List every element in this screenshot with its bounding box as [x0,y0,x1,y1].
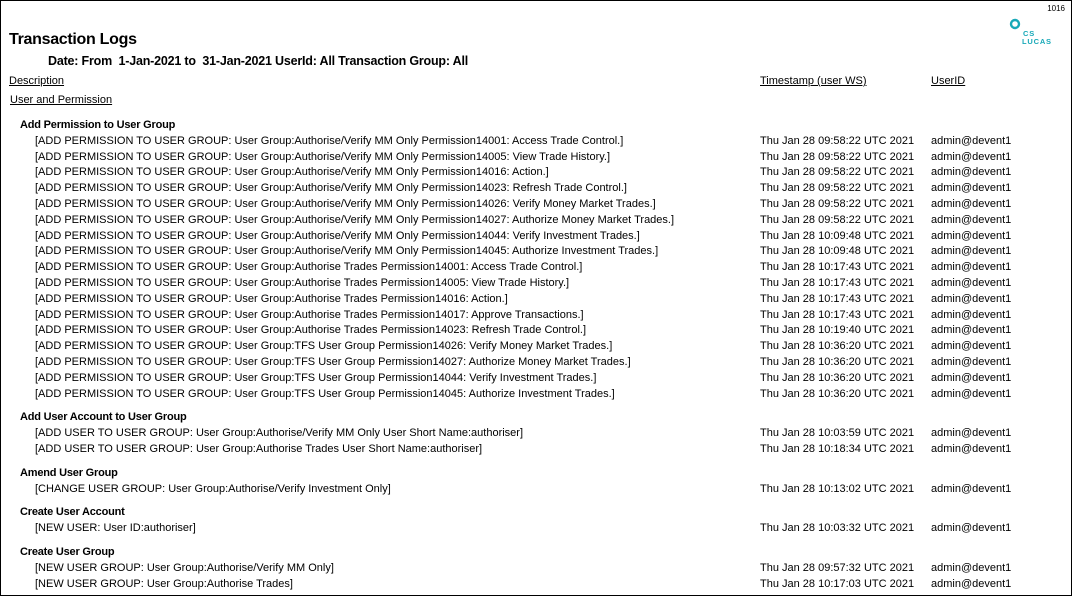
log-userid: admin@devent1 [931,197,1012,210]
log-userid: admin@devent1 [931,427,1012,440]
log-description: [ADD USER TO USER GROUP: User Group:Authorise/Verify MM Only User Short Name:authoriser] [35,427,524,440]
log-userid: admin@devent1 [931,522,1012,535]
log-description: [ADD PERMISSION TO USER GROUP: User Group:Authorise Trades Permission14001: Access Trade Control.] [35,261,583,274]
log-row [1,339,1071,355]
log-timestamp: Thu Jan 28 10:19:40 UTC 2021 [760,324,915,337]
log-description: [ADD PERMISSION TO USER GROUP: User Group:Authorise/Verify MM Only Permission14045: Authorize Investment Trades.] [35,245,659,258]
log-row [1,197,1071,213]
log-row [1,308,1071,324]
group-title: Amend User Group [20,466,118,479]
log-timestamp: Thu Jan 28 10:17:43 UTC 2021 [760,308,915,321]
log-row [1,276,1071,292]
report-filter-line: Date: From 1-Jan-2021 to 31-Jan-2021 UserId: All Transaction Group: All [48,54,469,68]
log-description: [ADD PERMISSION TO USER GROUP: User Group:TFS User Group Permission14044: Verify Investment Trades.] [35,371,597,384]
log-description: [ADD PERMISSION TO USER GROUP: User Group:TFS User Group Permission14045: Authorize Investment Trades.] [35,387,615,400]
log-row [1,323,1071,339]
log-description: [ADD PERMISSION TO USER GROUP: User Group:Authorise Trades Permission14005: View Trade History.] [35,276,570,289]
group-title: Create User Group [20,545,115,558]
group-title: Add Permission to User Group [20,119,176,131]
log-userid: admin@devent1 [931,245,1012,258]
log-row [1,426,1071,442]
log-userid: admin@devent1 [931,340,1012,353]
log-timestamp: Thu Jan 28 10:17:03 UTC 2021 [760,577,915,590]
log-userid: admin@devent1 [931,229,1012,242]
log-row [1,442,1071,458]
log-row [1,181,1071,197]
log-row [1,260,1071,276]
log-row [1,387,1071,403]
log-description: [ADD PERMISSION TO USER GROUP: User Group:Authorise/Verify MM Only Permission14044: Verify Investment Trades.] [35,229,640,242]
log-timestamp: Thu Jan 28 10:17:43 UTC 2021 [760,292,915,305]
log-timestamp: Thu Jan 28 09:58:22 UTC 2021 [760,182,915,195]
log-row [1,229,1071,245]
log-row [1,521,1071,537]
log-timestamp: Thu Jan 28 10:09:48 UTC 2021 [760,229,915,242]
log-row [1,482,1071,498]
log-description: [CHANGE USER GROUP: User Group:Authorise/Verify Investment Only] [35,482,391,495]
log-userid: admin@devent1 [931,371,1012,384]
log-row [1,561,1071,577]
log-row [1,165,1071,181]
log-row [1,355,1071,371]
log-row [1,577,1071,593]
logo-text-lucas: LUCAS [1022,37,1052,46]
log-userid: admin@devent1 [931,261,1012,274]
log-timestamp: Thu Jan 28 10:17:43 UTC 2021 [760,276,915,289]
log-userid: admin@devent1 [931,134,1012,147]
log-timestamp: Thu Jan 28 09:58:22 UTC 2021 [760,166,915,179]
log-userid: admin@devent1 [931,561,1012,574]
log-description: [ADD PERMISSION TO USER GROUP: User Group:Authorise Trades Permission14017: Approve Transactions.] [35,308,584,321]
log-timestamp: Thu Jan 28 09:58:22 UTC 2021 [760,134,915,147]
group-title: Add User Account to User Group [20,411,187,424]
logo-text-cs: CS [1023,29,1036,38]
log-userid: admin@devent1 [931,166,1012,179]
log-description: [NEW USER GROUP: User Group:Authorise/Verify MM Only] [35,561,334,574]
logo-ring-icon [1009,18,1023,32]
log-timestamp: Thu Jan 28 10:36:20 UTC 2021 [760,387,915,400]
log-userid: admin@devent1 [931,577,1012,590]
log-timestamp: Thu Jan 28 10:36:20 UTC 2021 [760,355,915,368]
log-timestamp: Thu Jan 28 10:09:48 UTC 2021 [760,245,915,258]
log-row [1,292,1071,308]
log-userid: admin@devent1 [931,387,1012,400]
log-timestamp: Thu Jan 28 10:03:32 UTC 2021 [760,522,915,535]
page-number: 1016 [1047,4,1065,13]
log-timestamp: Thu Jan 28 09:58:22 UTC 2021 [760,150,915,163]
log-timestamp: Thu Jan 28 10:36:20 UTC 2021 [760,340,915,353]
log-timestamp: Thu Jan 28 10:17:43 UTC 2021 [760,261,915,274]
column-header-description: Description [9,75,65,87]
report-title: Transaction Logs [9,31,137,48]
log-description: [ADD PERMISSION TO USER GROUP: User Group:Authorise Trades Permission14016: Action.] [35,292,508,305]
log-timestamp: Thu Jan 28 09:57:32 UTC 2021 [760,561,915,574]
log-userid: admin@devent1 [931,324,1012,337]
log-description: [ADD PERMISSION TO USER GROUP: User Group:Authorise/Verify MM Only Permission14023: Refresh Trade Control.] [35,182,627,195]
column-header-timestamp: Timestamp (user WS) [760,75,867,87]
log-userid: admin@devent1 [931,292,1012,305]
log-description: [ADD PERMISSION TO USER GROUP: User Group:Authorise/Verify MM Only Permission14026: Verify Money Market Trades.] [35,197,656,210]
log-userid: admin@devent1 [931,482,1012,495]
log-userid: admin@devent1 [931,182,1012,195]
log-userid: admin@devent1 [931,355,1012,368]
log-description: [ADD PERMISSION TO USER GROUP: User Group:TFS User Group Permission14027: Authorize Money Market Trades.] [35,355,631,368]
log-description: [ADD PERMISSION TO USER GROUP: User Group:Authorise/Verify MM Only Permission14016: Action.] [35,166,549,179]
log-entries [1,118,1071,592]
log-row [1,150,1071,166]
log-description: [NEW USER: User ID:authoriser] [35,522,196,535]
log-timestamp: Thu Jan 28 10:18:34 UTC 2021 [760,442,915,455]
cs-lucas-logo [1009,18,1053,48]
log-userid: admin@devent1 [931,213,1012,226]
group-title: Create User Account [20,506,125,519]
log-row [1,371,1071,387]
log-description: [NEW USER GROUP: User Group:Authorise Trades] [35,577,293,590]
log-description: [ADD USER TO USER GROUP: User Group:Authorise Trades User Short Name:authoriser] [35,442,483,455]
log-row [1,213,1071,229]
log-userid: admin@devent1 [931,276,1012,289]
log-timestamp: Thu Jan 28 09:58:22 UTC 2021 [760,197,915,210]
log-row [1,244,1071,260]
log-description: [ADD PERMISSION TO USER GROUP: User Group:Authorise Trades Permission14023: Refresh Trade Control.] [35,324,587,337]
log-timestamp: Thu Jan 28 10:13:02 UTC 2021 [760,482,915,495]
log-timestamp: Thu Jan 28 10:03:59 UTC 2021 [760,427,915,440]
log-userid: admin@devent1 [931,442,1012,455]
log-timestamp: Thu Jan 28 09:58:22 UTC 2021 [760,213,915,226]
log-description: [ADD PERMISSION TO USER GROUP: User Group:Authorise/Verify MM Only Permission14027: Authorize Money Market Trades.] [35,213,675,226]
log-userid: admin@devent1 [931,150,1012,163]
log-description: [ADD PERMISSION TO USER GROUP: User Group:Authorise/Verify MM Only Permission14001: Access Trade Control.] [35,134,624,147]
section-title: User and Permission [10,94,113,106]
log-userid: admin@devent1 [931,308,1012,321]
column-header-userid: UserID [931,75,966,87]
log-description: [ADD PERMISSION TO USER GROUP: User Group:Authorise/Verify MM Only Permission14005: View Trade History.] [35,150,611,163]
log-row [1,134,1071,150]
log-description: [ADD PERMISSION TO USER GROUP: User Group:TFS User Group Permission14026: Verify Money Market Trades.] [35,340,613,353]
log-timestamp: Thu Jan 28 10:36:20 UTC 2021 [760,371,915,384]
